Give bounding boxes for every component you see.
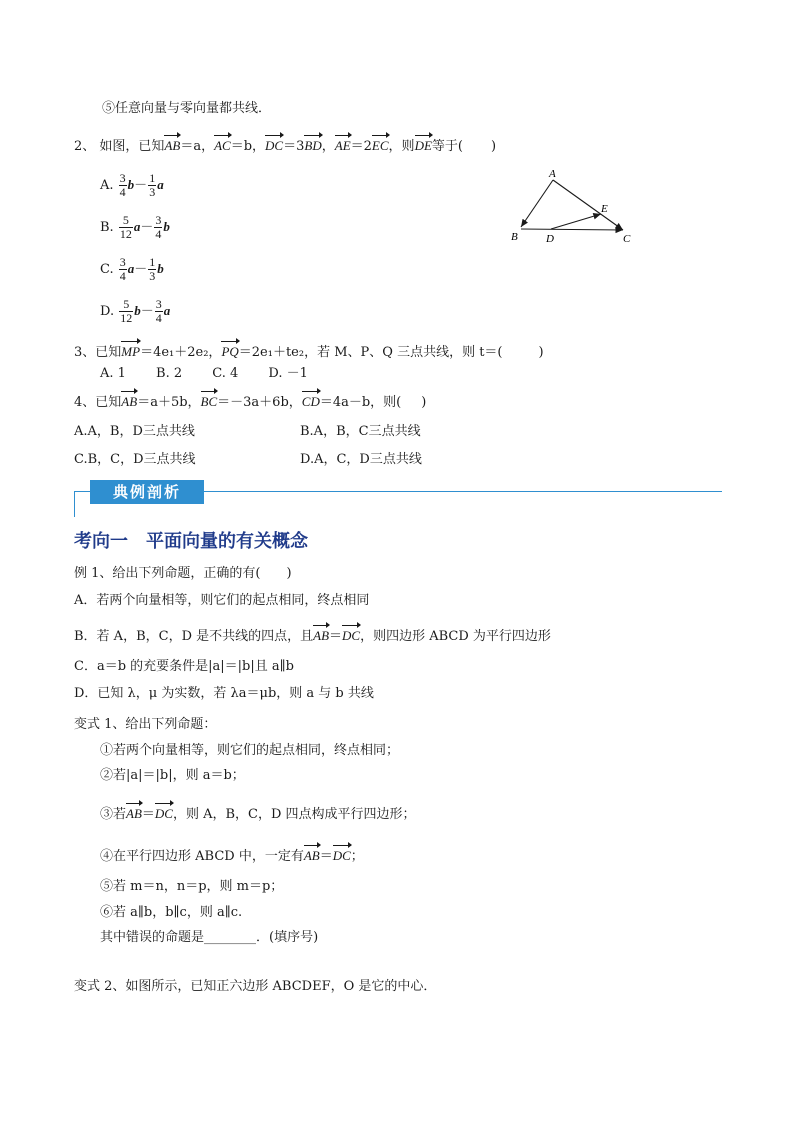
ex1-option-a[interactable]: A．若两个向量相等，则它们的起点相同，终点相同 [74, 593, 370, 608]
operator: － [140, 220, 154, 235]
q2-option-a[interactable] [100, 170, 164, 201]
segment-ab [521, 180, 553, 227]
q2-intro: 如图，已知 [99, 139, 165, 154]
vector-de: DE [415, 134, 432, 155]
vector-bd: BD [304, 134, 321, 155]
operator: － [134, 262, 148, 277]
var1-item-4: ④在平行四边形 ABCD 中，一定有AB＝DC； [100, 844, 364, 866]
q4-option-b[interactable]: B.A，B，C三点共线 [300, 424, 421, 439]
vector-symbol: b [157, 261, 164, 276]
option-label: C. [100, 262, 114, 277]
q4-number: 4、 [74, 395, 96, 410]
option-label: A. [100, 178, 114, 193]
vector-ae: AE [335, 134, 351, 155]
q2-option-b[interactable] [100, 212, 170, 243]
vector-ec: EC [372, 134, 389, 155]
q3-number: 3、 [74, 345, 96, 360]
var2-title: 变式 2、如图所示，已知正六边形 ABCDEF，O 是它的中心． [74, 979, 437, 994]
var1-item-2: ②若|a|＝|b|，则 a＝b； [100, 768, 245, 783]
q2-eq-b: ＝b， [230, 139, 266, 154]
vector-ab: AB [121, 390, 137, 411]
operator: － [140, 304, 154, 319]
q4-option-a[interactable]: A.A，B，D三点共线 [74, 424, 195, 439]
segment-de [551, 214, 601, 229]
fraction: $\frac{5}{12}$ [120, 297, 133, 325]
section-heading: 考向一 平面向量的有关概念 [74, 531, 308, 552]
q2-option-d[interactable] [100, 296, 170, 327]
label-b: B [511, 231, 518, 243]
q4-intro: 已知 [95, 395, 122, 410]
q4-cd-value: ＝4a－b，则( [319, 395, 402, 410]
label-e: E [601, 203, 608, 215]
var1-title: 变式 1、给出下列命题： [74, 717, 217, 732]
segment-ac [553, 180, 623, 230]
option-label: D. [100, 304, 115, 319]
fraction: $\frac{3}{4}$ [155, 213, 162, 241]
vector-dc: DC [342, 624, 360, 645]
vector-ab: AB [164, 134, 180, 155]
q3-pq-value: ＝2e₁＋te₂，若 M、P、Q 三点共线，则 t＝( [238, 345, 503, 360]
fraction: $\frac{1}{3}$ [149, 255, 156, 283]
q2-equals: 等于( [431, 139, 463, 154]
var1-fill-blank[interactable]: 其中错误的命题是________．(填序号) [100, 930, 319, 945]
q4-ab-value: ＝a＋5b， [137, 395, 201, 410]
vector-dc: DC [155, 802, 173, 823]
q2-stem: 2、 如图，已知AB＝a，AC＝b，DC＝3BD，AE＝2EC，则DE等于( ) [74, 134, 496, 156]
q4-option-c[interactable]: C.B，C，D三点共线 [74, 452, 196, 467]
q2-option-c[interactable] [100, 254, 164, 285]
var1-item-3: ③若AB＝DC，则 A，B，C，D 四点构成平行四边形； [100, 802, 416, 824]
operator: － [134, 178, 148, 193]
vector-cd: CD [302, 390, 320, 411]
vector-dc: DC [265, 134, 283, 155]
var1-item-5: ⑤若 m＝n，n＝p，则 m＝p； [100, 879, 284, 894]
vector-ab: AB [304, 844, 320, 865]
vector-symbol: b [127, 177, 135, 192]
q2-close: ) [490, 139, 497, 154]
vector-symbol: a [127, 261, 135, 276]
q2-number: 2、 [74, 139, 96, 154]
label-a: A [549, 168, 556, 180]
segment-bc [521, 229, 623, 230]
label-c: C [623, 233, 631, 245]
vector-pq: PQ [221, 340, 238, 361]
vector-symbol: a [133, 219, 141, 234]
q4-stem [74, 390, 426, 412]
label-d: D [546, 233, 554, 245]
vector-mp: MP [121, 340, 140, 361]
q2-eq-a: ＝a， [180, 139, 215, 154]
fraction: $\frac{3}{4}$ [119, 171, 126, 199]
q4-bc-value: ＝－3a＋6b， [217, 395, 302, 410]
ex1-option-b[interactable]: B．若 A，B，C，D 是不共线的四点，且AB＝DC，则四边形 ABCD 为平行四边形 [74, 624, 551, 646]
q3-intro: 已知 [95, 345, 122, 360]
vector-symbol: a [157, 177, 164, 192]
vector-symbol: b [134, 303, 141, 318]
q2-eq-2ec: ＝2 [350, 139, 372, 154]
triangle-figure [505, 165, 645, 250]
ex1-option-c[interactable]: C．a＝b 的充要条件是|a|＝|b|且 a∥b [74, 659, 294, 674]
var1-item-6: ⑥若 a∥b，b∥c，则 a∥c. [100, 905, 243, 920]
fraction: $\frac{3}{4}$ [119, 255, 126, 283]
fraction: $\frac{5}{12}$ [119, 213, 132, 241]
fraction: $\frac{3}{4}$ [155, 297, 162, 325]
q4-close: ) [421, 395, 427, 410]
vector-ab: AB [126, 802, 142, 823]
vector-bc: BC [201, 390, 218, 411]
q4-option-d[interactable]: D.A，C，D三点共线 [300, 452, 422, 467]
option-label: B. [100, 220, 114, 235]
vector-symbol: b [163, 219, 170, 234]
vector-dc: DC [333, 844, 351, 865]
vector-ab: AB [313, 624, 329, 645]
vector-ac: AC [214, 134, 231, 155]
ex1-option-d[interactable]: D．已知 λ，μ 为实数，若 λa＝μb，则 a 与 b 共线 [74, 686, 374, 701]
section-banner: 典例剖析 [90, 480, 204, 504]
q2-then: ，则 [388, 139, 415, 154]
banner-left-tick [74, 491, 75, 517]
q3-options[interactable]: A. 1 B. 2 C. 4 D. －1 [100, 366, 308, 381]
q3-mp-value: ＝4e₁＋2e₂， [140, 345, 222, 360]
q3-close: ) [538, 345, 544, 360]
vector-symbol: a [163, 303, 171, 318]
q3-stem [74, 340, 544, 362]
fraction: $\frac{1}{3}$ [149, 171, 156, 199]
var1-item-1: ①若两个向量相等，则它们的起点相同，终点相同； [100, 743, 400, 758]
ex1-title: 例 1、给出下列命题，正确的有( ) [74, 566, 292, 581]
q1-item-5: ⑤任意向量与零向量都共线． [102, 101, 272, 116]
q2-eq-3bd: ＝3 [283, 139, 305, 154]
